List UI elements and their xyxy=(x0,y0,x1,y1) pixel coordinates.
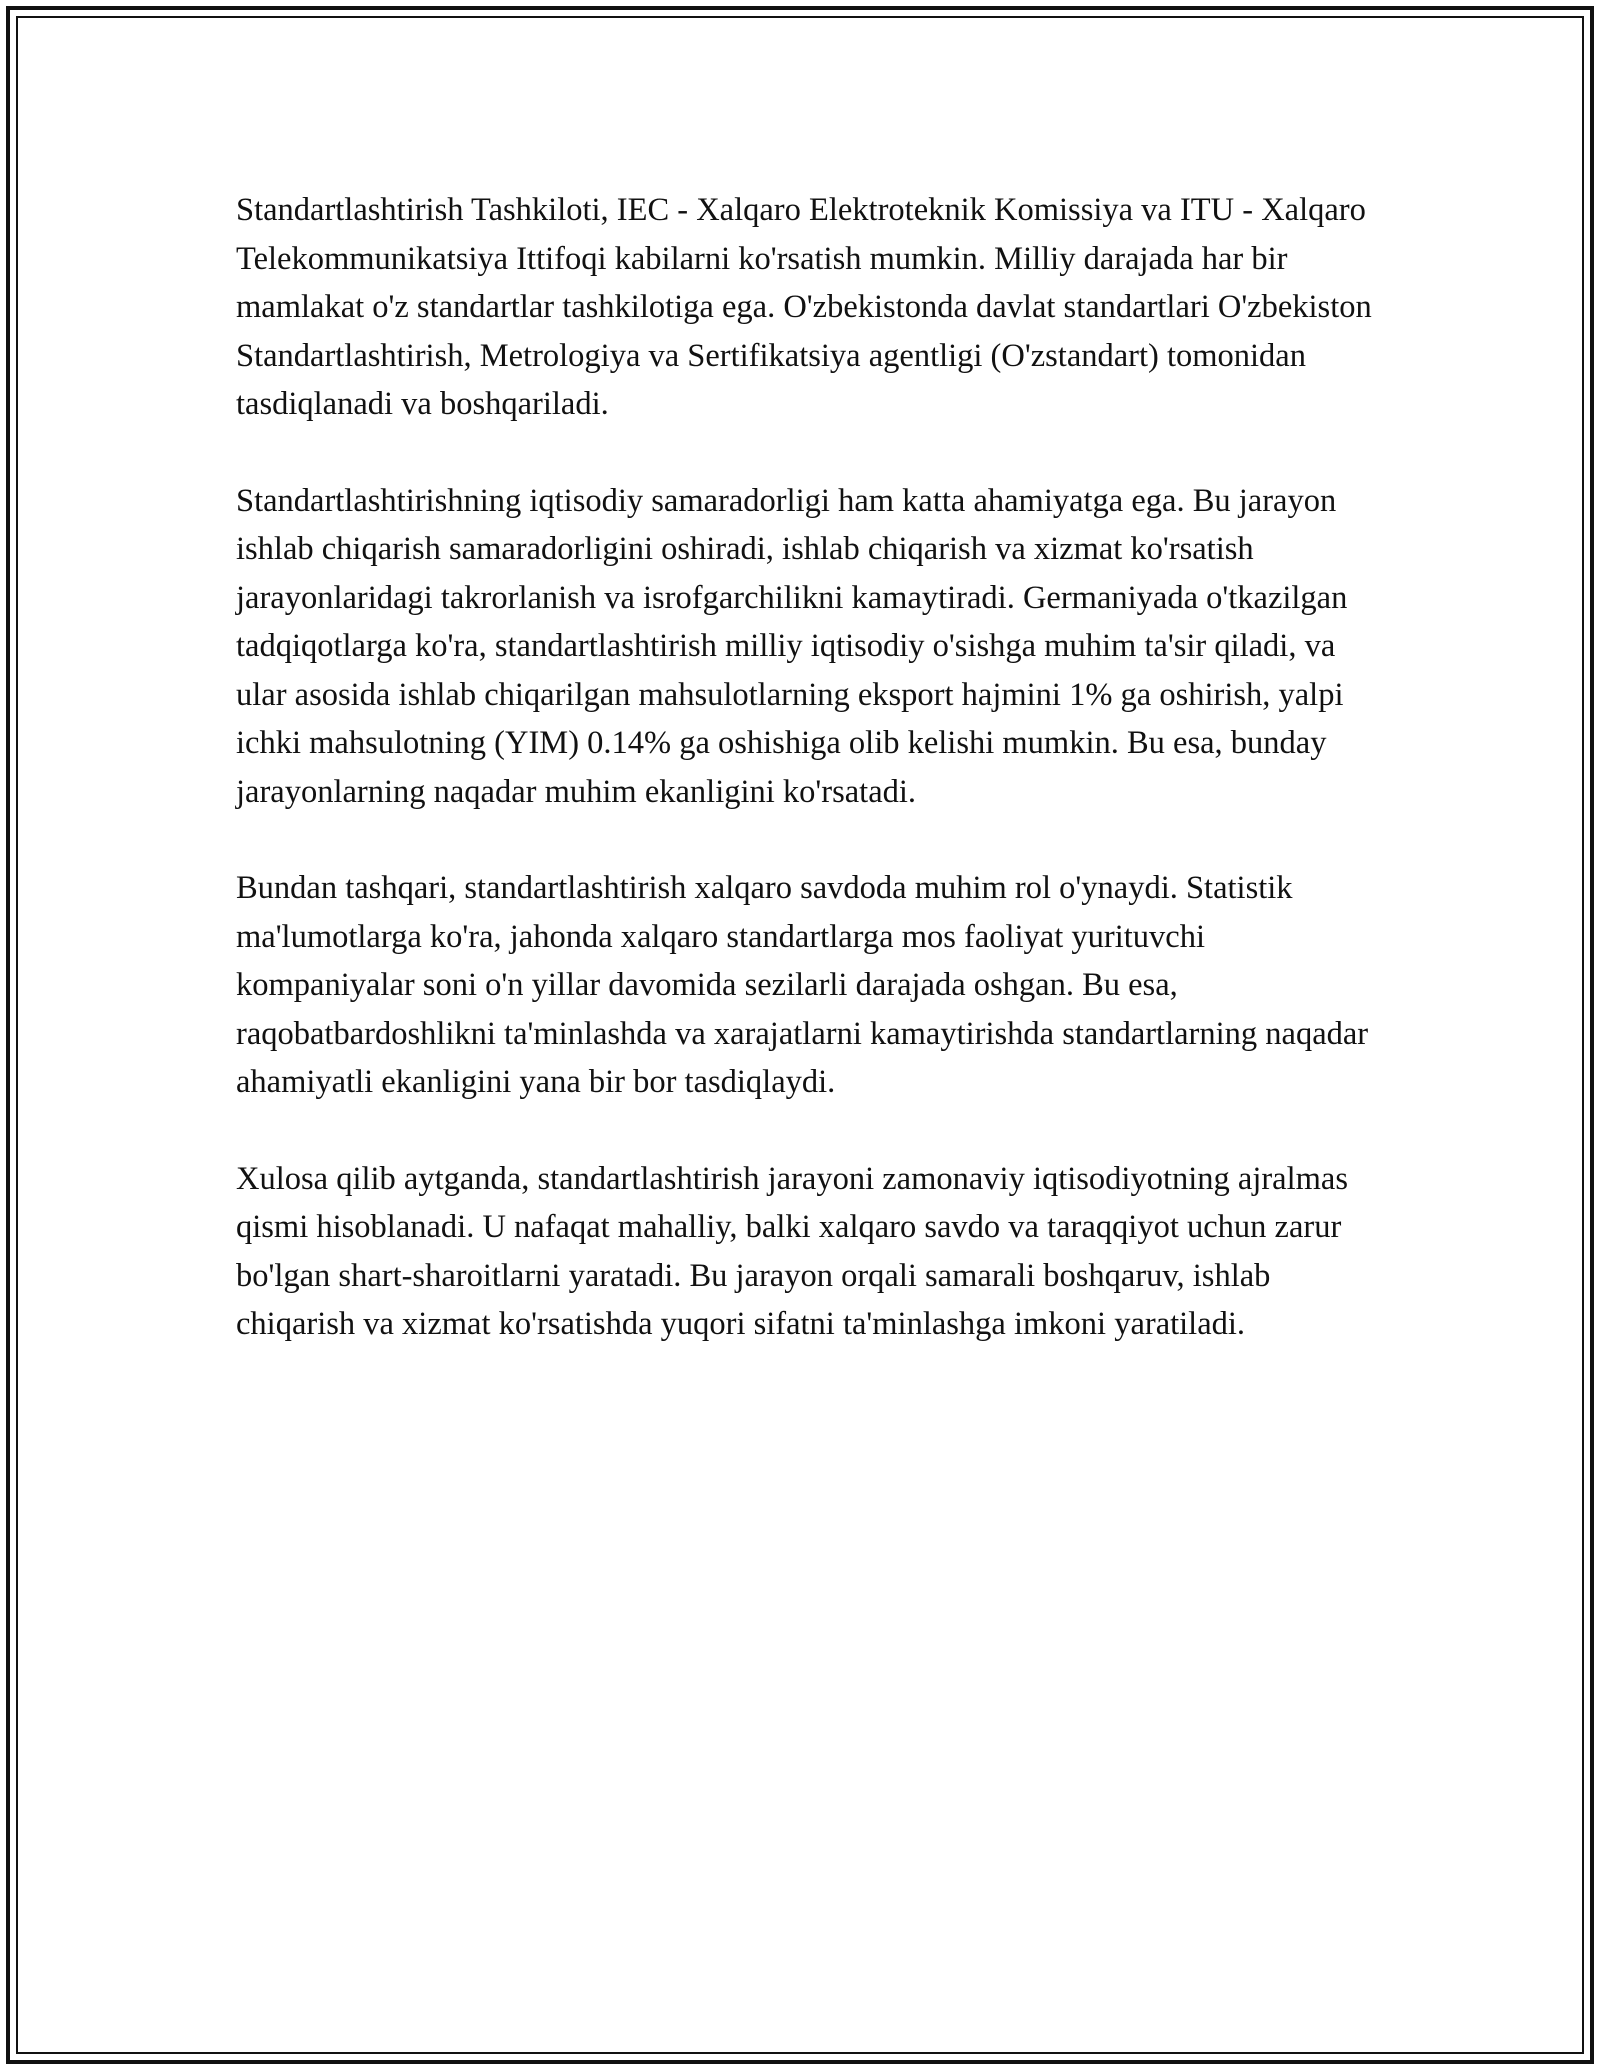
paragraph-conclusion: Xulosa qilib aytganda, standartlashtirish jarayoni zamonaviy iqtisodiyotning ajralmas qismi hisoblanadi. U nafaqat mahalliy, balki xalqaro savdo va taraqqiyot uchun zarur bo'lgan shart-sharoitlarni yaratadi. Bu jarayon orqali samarali boshqaruv, ishlab chiqarish va xizmat ko'rsatishda yuqori sifatni ta'minlashga imkoni yaratiladi. xyxy=(236,1160,1348,1342)
paragraph-standards-organizations: Standartlashtirish Tashkiloti, IEC - Xalqaro Elektroteknik Komissiya va ITU - Xalqaro Telekommunikatsiya Ittifoqi kabilarni ko'rsatish mumkin. Milliy darajada har bir mamlakat o'z standartlar tashkilotiga ega. O'zbekistonda davlat standartlari O'zbekiston Standartlashtirish, Metrologiya va Sertifikatsiya agentligi (O'zstandart) tomonidan tasdiqlanadi va boshqariladi. xyxy=(236,192,1372,422)
paragraph-international-trade: Bundan tashqari, standartlashtirish xalqaro savdoda muhim rol o'ynaydi. Statistik ma'lumotlarga ko'ra, jahonda xalqaro standartlarga mos faoliyat yurituvchi kompaniyalar soni o'n yillar davomida sezilarli darajada oshgan. Bu esa, raqobatbardoshlikni ta'minlashda va xarajatlarni kamaytirishda standartlarning naqadar ahamiyatli ekanligini yana bir bor tasdiqlaydi. xyxy=(236,870,1369,1100)
document-body xyxy=(236,186,1376,1397)
paragraph-economic-efficiency: Standartlashtirishning iqtisodiy samaradorligi ham katta ahamiyatga ega. Bu jarayon ishlab chiqarish samaradorligini oshiradi, ishlab chiqarish va xizmat ko'rsatish jarayonlaridagi takrorlanish va isrofgarchilikni kamaytiradi. Germaniyada o'tkazilgan tadqiqotlarga ko'ra, standartlashtirish milliy iqtisodiy o'sishga muhim ta'sir qiladi, va ular asosida ishlab chiqarilgan mahsulotlarning eksport hajmini 1% ga oshirish, yalpi ichki mahsulotning (YIM) 0.14% ga oshishiga olib kelishi mumkin. Bu esa, bunday jarayonlarning naqadar muhim ekanligini ko'rsatadi. xyxy=(236,482,1348,810)
